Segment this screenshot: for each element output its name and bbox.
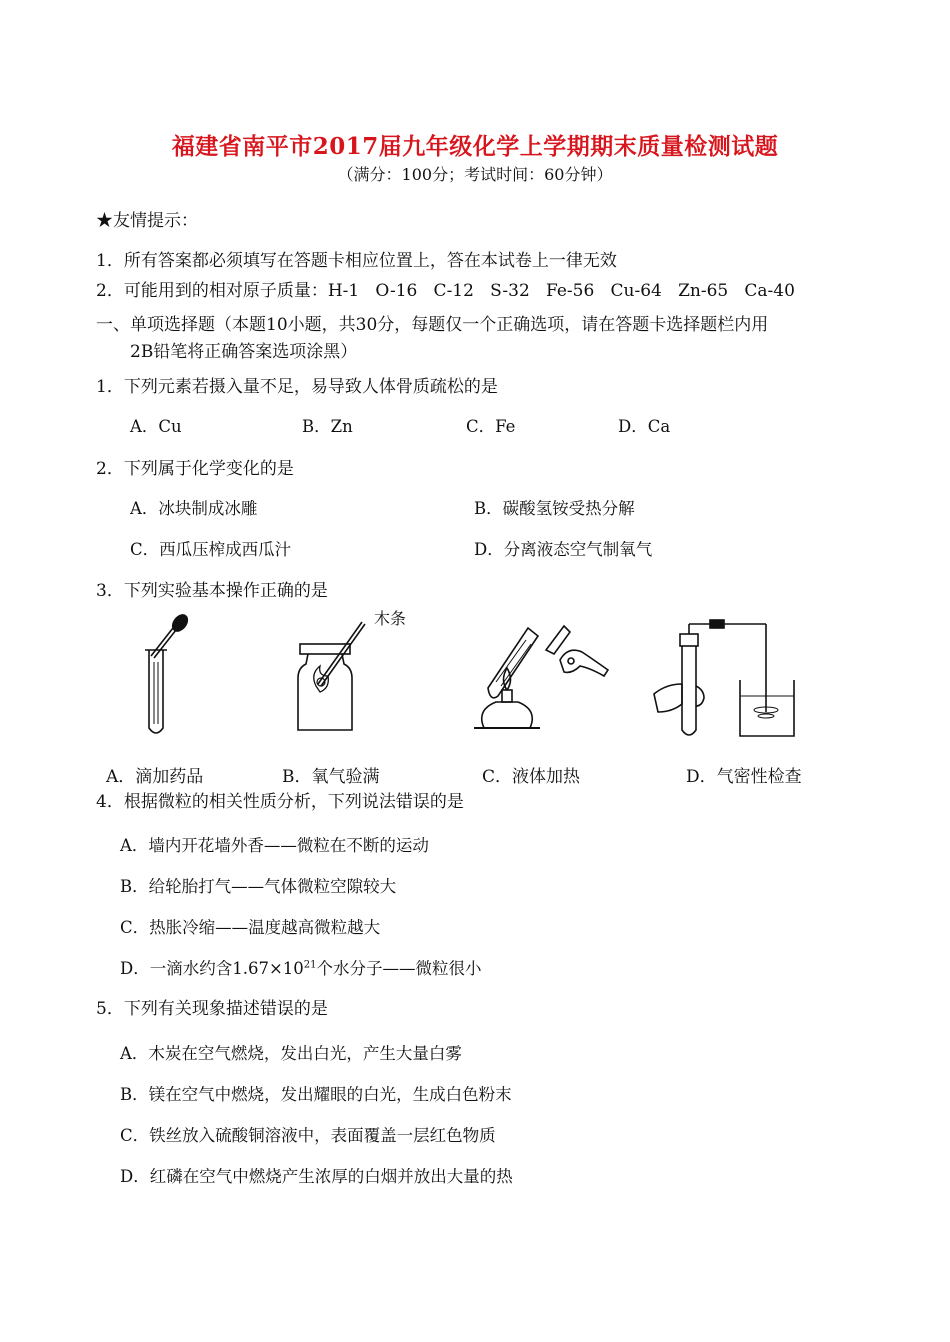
q5-option-b: B．镁在空气中燃烧，发出耀眼的白光，生成白色粉末 (120, 1085, 512, 1104)
page-title: 福建省南平市2017届九年级化学上学期期末质量检测试题 (171, 133, 779, 160)
q5-option-c: C．铁丝放入硫酸铜溶液中，表面覆盖一层红色物质 (120, 1126, 496, 1145)
exam-info: （满分：100分；考试时间：60分钟） (337, 165, 613, 184)
q3-stem: 3．下列实验基本操作正确的是 (96, 581, 328, 601)
q2-option-d: D．分离液态空气制氧气 (474, 540, 653, 559)
dropper-test-tube-figure (135, 612, 195, 742)
q4-option-d: D．一滴水约含$1.67\times 10^{21}$个水分子——微粒很小 (120, 959, 482, 978)
q4-stem: 4．根据微粒的相关性质分析，下列说法错误的是 (96, 787, 464, 812)
q5-option-d: D．红磷在空气中燃烧产生浓厚的白烟并放出大量的热 (120, 1167, 513, 1186)
q1-option-d: D．Ca (618, 417, 671, 436)
section-heading-cont: 2B铅笔将正确答案选项涂黑） (130, 342, 358, 362)
q1-option-a: A．Cu (130, 417, 182, 436)
emphasis-char: 错 (395, 792, 413, 812)
tip-2: 2．可能用到的相对原子质量：H-1 O-16 C-12 S-32 Fe-56 Cu-64 Zn-65 Ca-40 (96, 281, 795, 301)
q4-option-b: B．给轮胎打气——气体微粒空隙较大 (120, 877, 397, 896)
q4-option-c: C．热胀冷缩——温度越高微粒越大 (120, 918, 381, 937)
q2-option-a: A．冰块制成冰雕 (130, 499, 258, 518)
oxygen-bottle-figure (292, 609, 412, 742)
tips-heading: ★友情提示： (96, 211, 198, 231)
q3-caption-a: A．滴加药品 (106, 767, 204, 787)
q3-caption-b: B．氧气验满 (282, 767, 380, 787)
q3-caption-c: C．液体加热 (482, 767, 581, 787)
q1-option-b: B．Zn (302, 417, 353, 436)
splint-label: 木条 (374, 609, 407, 628)
q1-option-c: C．Fe (466, 417, 516, 436)
q2-stem: 2．下列属于化学变化的是 (96, 459, 294, 479)
airtightness-check-figure (648, 620, 818, 745)
tip-1: 1．所有答案都必须填写在答题卡相应位置上，答在本试卷上一律无效 (96, 251, 617, 271)
liquid-heating-figure (468, 610, 618, 735)
q5-stem: 5．下列有关现象描述错误的是 (96, 994, 328, 1019)
emphasis-char: 误 (412, 792, 430, 812)
emphasis-char: 错 (259, 999, 277, 1019)
q3-caption-d: D．气密性检查 (686, 767, 802, 787)
emphasis-char: 误 (276, 999, 294, 1019)
q5-option-a: A．木炭在空气燃烧，发出白光，产生大量白雾 (120, 1044, 462, 1063)
q2-option-c: C．西瓜压榨成西瓜汁 (130, 540, 292, 559)
q2-option-b: B．碳酸氢铵受热分解 (474, 499, 635, 518)
q4-option-a: A．墙内开花墙外香——微粒在不断的运动 (120, 836, 429, 855)
q1-stem: 1．下列元素若摄入量不足，易导致人体骨质疏松的是 (96, 377, 498, 397)
section-heading: 一、单项选择题（本题10小题，共30分，每题仅一个正确选项，请在答题卡选择题栏内用 (96, 315, 769, 335)
